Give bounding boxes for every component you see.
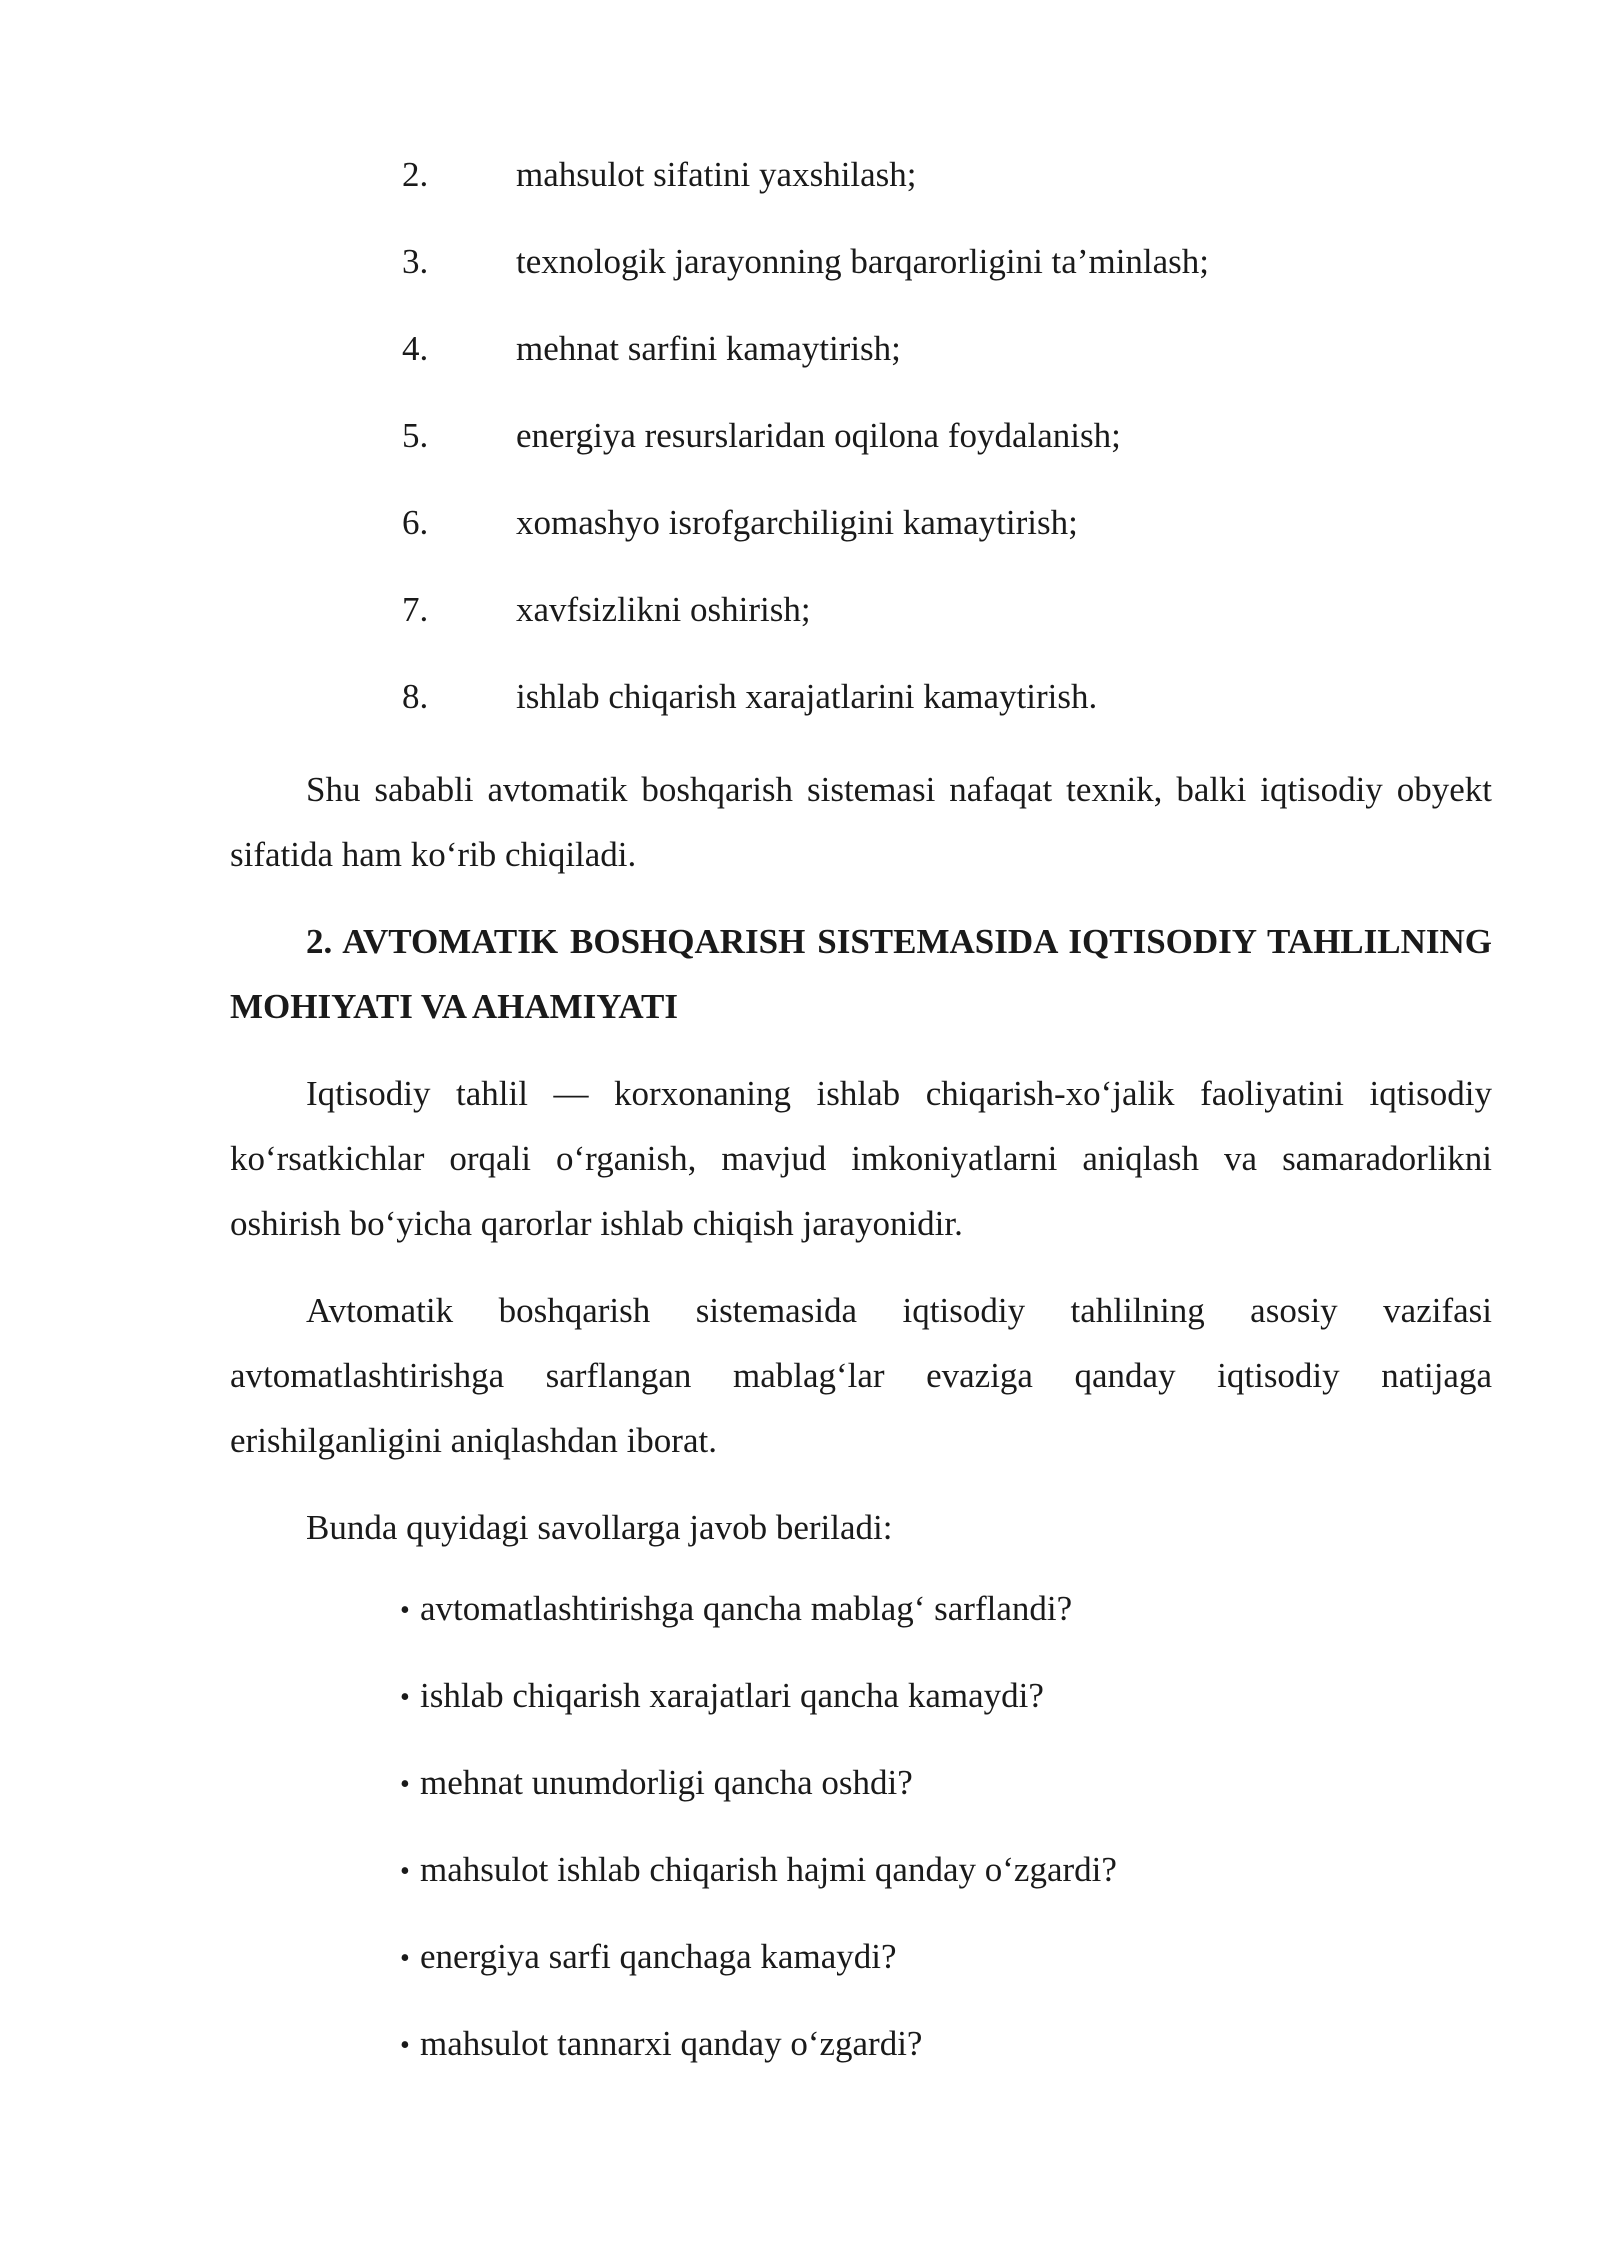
list-text: ishlab chiqarish xarajatlarini kamaytirish. [516,677,1098,716]
bullet-text: avtomatlashtirishga qancha mablag‘ sarflandi? [420,1589,1073,1628]
list-number: 2. [402,155,429,194]
bullet-list [230,1582,1492,2104]
bullet-item [230,1930,1492,2017]
paragraph-task: Avtomatik boshqarish sistemasida iqtisodiy tahlilning asosiy vazifasi avtomatlashtirishga sarflangan mablag‘lar evaziga qanday iqtisodiy natijaga erishilganligini aniqlashdan iborat. [230,1291,1492,1460]
bullet-icon: • [400,1856,410,1887]
list-item [230,322,1492,409]
bullet-item [230,1756,1492,1843]
list-item [230,148,1492,235]
paragraph-definition: Iqtisodiy tahlil — korxonaning ishlab chiqarish-xo‘jalik faoliyatini iqtisodiy ko‘rsatkichlar orqali o‘rganish, mavjud imkoniyatlarni aniqlash va samaradorlikni oshirish bo‘yicha qarorlar ishlab chiqish jarayonidir. [230,1074,1492,1243]
list-item [230,235,1492,322]
bullet-item [230,1843,1492,1930]
numbered-list [230,148,1492,757]
list-number: 8. [402,677,429,716]
paragraph-questions-intro: Bunda quyidagi savollarga javob beriladi: [306,1508,893,1547]
list-text: texnologik jarayonning barqarorligini ta’minlash; [516,242,1210,281]
page-content [230,148,1492,2104]
section-heading: 2. AVTOMATIK BOSHQARISH SISTEMASIDA IQTISODIY TAHLILNING MOHIYATI VA AHAMIYATI [230,922,1492,1026]
bullet-text: mahsulot ishlab chiqarish hajmi qanday o‘zgardi? [420,1850,1117,1889]
list-number: 3. [402,242,429,281]
bullet-text: mehnat unumdorligi qancha oshdi? [420,1763,913,1802]
list-text: mahsulot sifatini yaxshilash; [516,155,917,194]
bullet-item [230,2017,1492,2104]
bullet-icon: • [400,2030,410,2061]
bullet-text: ishlab chiqarish xarajatlari qancha kamaydi? [420,1676,1044,1715]
bullet-text: mahsulot tannarxi qanday o‘zgardi? [420,2024,923,2063]
list-number: 6. [402,503,429,542]
list-number: 5. [402,416,429,455]
bullet-item [230,1669,1492,1756]
bullet-icon: • [400,1682,410,1713]
bullet-item [230,1582,1492,1669]
bullet-text: energiya sarfi qanchaga kamaydi? [420,1937,897,1976]
list-item [230,670,1492,757]
list-text: mehnat sarfini kamaytirish; [516,329,901,368]
list-text: xomashyo isrofgarchiligini kamaytirish; [516,503,1078,542]
list-text: energiya resurslaridan oqilona foydalanish; [516,416,1121,455]
list-text: xavfsizlikni oshirish; [516,590,811,629]
bullet-icon: • [400,1943,410,1974]
list-number: 4. [402,329,429,368]
paragraph-summary: Shu sababli avtomatik boshqarish sistemasi nafaqat texnik, balki iqtisodiy obyekt sifatida ham ko‘rib chiqiladi. [230,770,1492,874]
list-item [230,583,1492,670]
list-item [230,409,1492,496]
list-item [230,496,1492,583]
bullet-icon: • [400,1595,410,1626]
list-number: 7. [402,590,429,629]
bullet-icon: • [400,1769,410,1800]
